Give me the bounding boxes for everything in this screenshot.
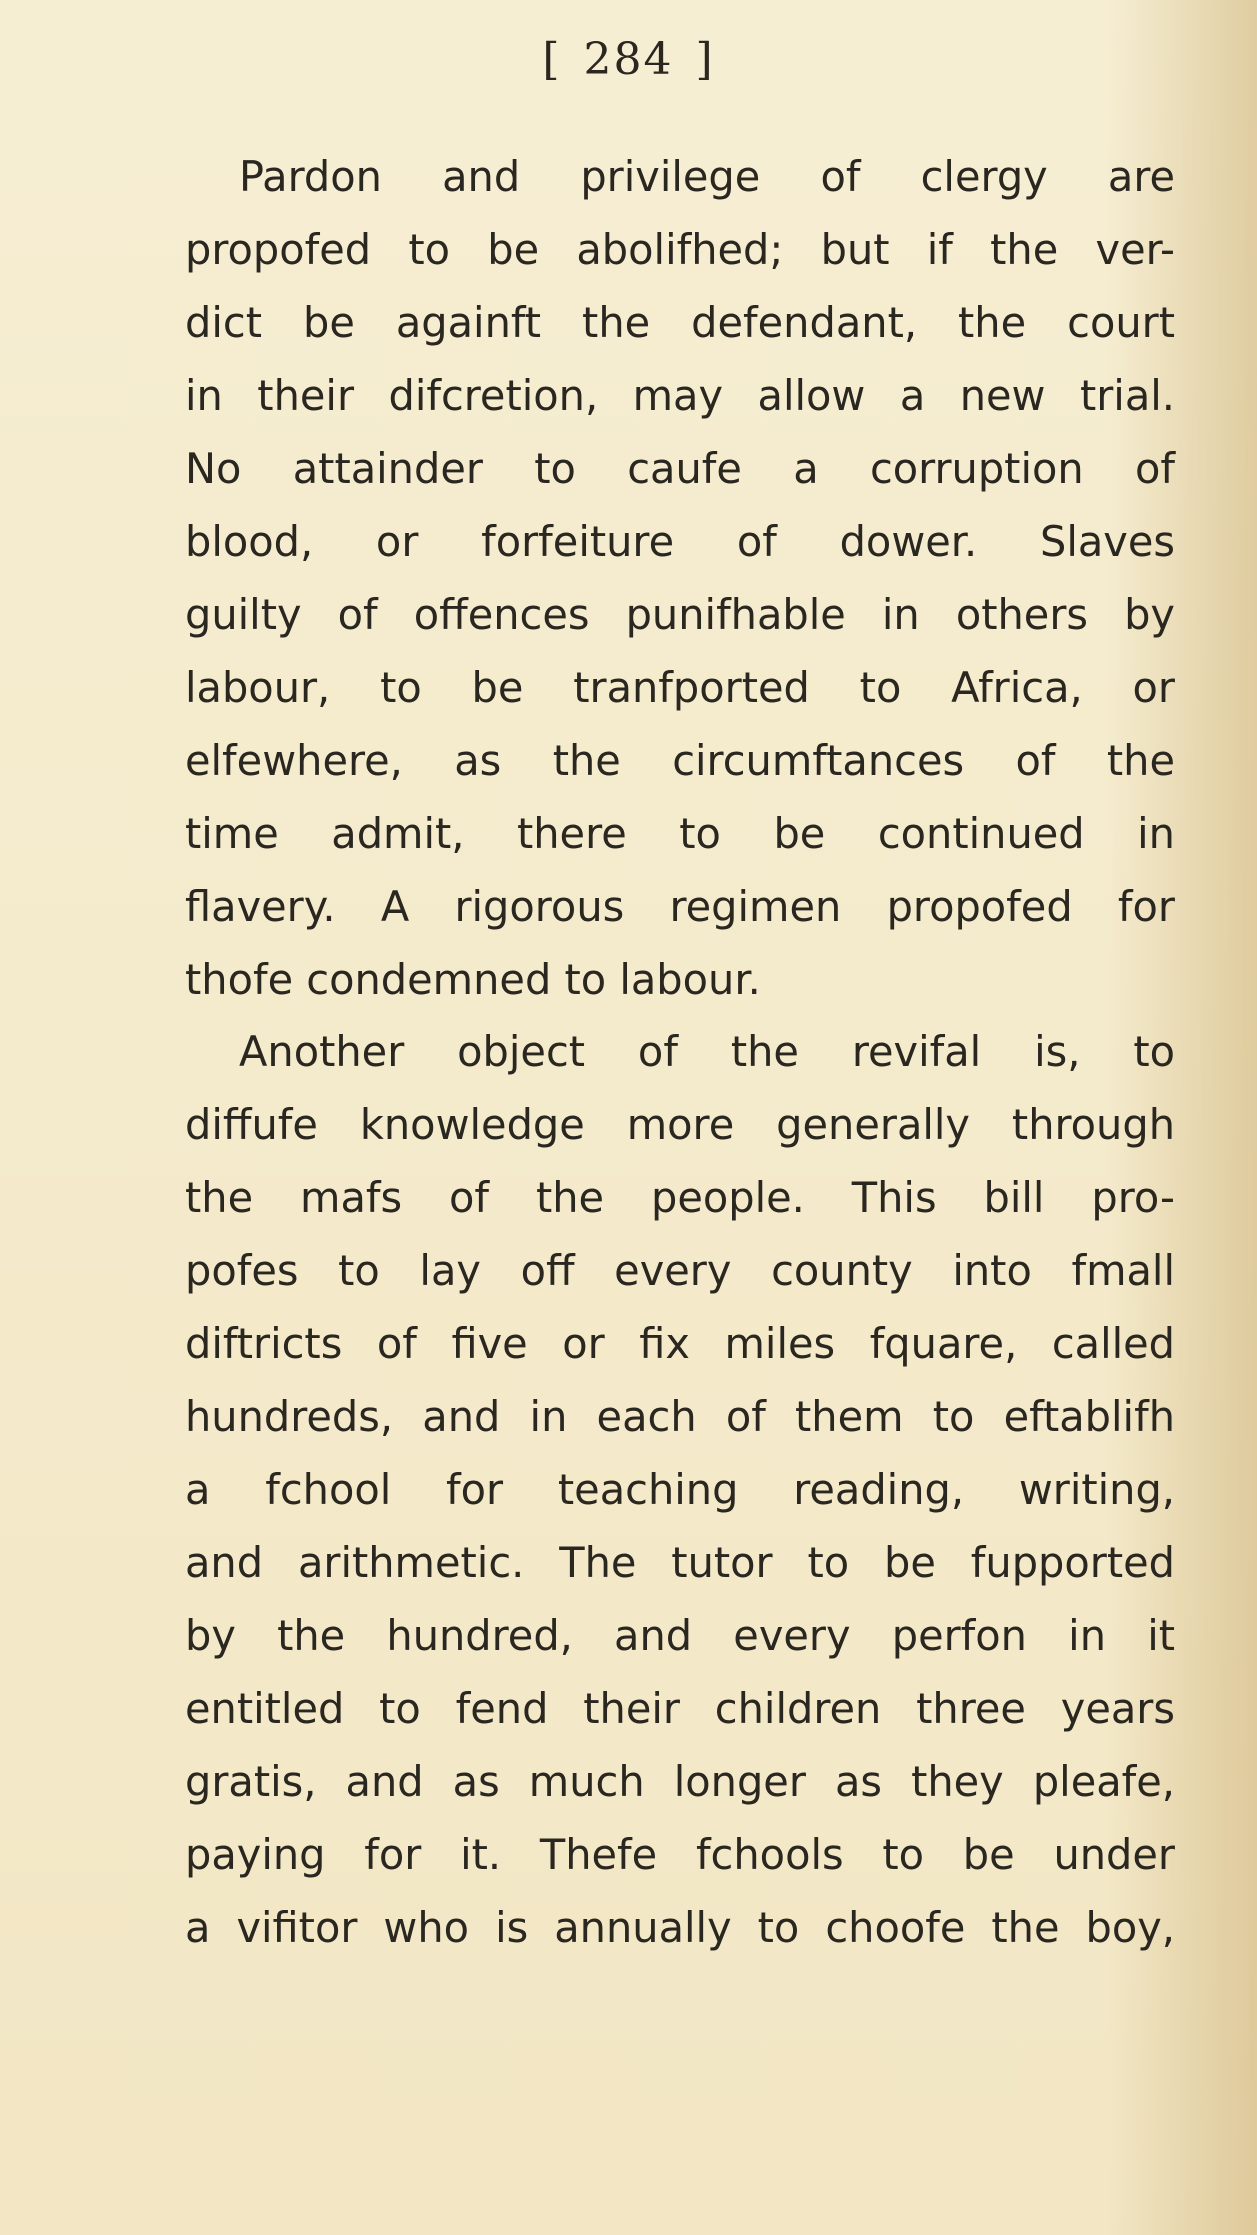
- folio-close-bracket: ]: [695, 34, 715, 85]
- text-line: guilty of offences punifhable in others by: [185, 590, 1175, 639]
- text-line: Another object of the revifal is, to: [239, 1027, 1175, 1076]
- text-line: gratis, and as much longer as they pleafe,: [185, 1757, 1175, 1806]
- page-number-header: [0, 34, 1257, 85]
- text-line: labour, to be tranfported to Africa, or: [185, 663, 1175, 712]
- paragraph-2: [185, 1015, 1175, 1964]
- text-line: a vifitor who is annually to choofe the boy,: [185, 1903, 1175, 1952]
- text-line: and arithmetic. The tutor to be fupported: [185, 1538, 1175, 1587]
- text-line: thofe condemned to labour.: [185, 955, 761, 1004]
- text-line: Pardon and privilege of clergy are: [239, 152, 1175, 201]
- text-line: diffufe knowledge more generally through: [185, 1100, 1175, 1149]
- text-line: elfewhere, as the circumftances of the: [185, 736, 1175, 785]
- text-line: dict be againft the defendant, the court: [185, 298, 1175, 347]
- text-line: by the hundred, and every perfon in it: [185, 1611, 1175, 1660]
- text-line: paying for it. Thefe fchools to be under: [185, 1830, 1175, 1879]
- paragraph-1: [185, 140, 1175, 1016]
- text-line: hundreds, and in each of them to eftablifh: [185, 1392, 1175, 1441]
- text-line: a fchool for teaching reading, writing,: [185, 1465, 1175, 1514]
- folio-open-bracket: [: [542, 34, 562, 85]
- text-line: in their difcretion, may allow a new trial.: [185, 371, 1175, 420]
- text-line: flavery. A rigorous regimen propofed for: [185, 882, 1175, 931]
- text-line: blood, or forfeiture of dower. Slaves: [185, 517, 1175, 566]
- text-line: entitled to fend their children three years: [185, 1684, 1175, 1733]
- text-line: the mafs of the people. This bill pro-: [185, 1173, 1175, 1222]
- text-line: propofed to be abolifhed; but if the ver-: [185, 225, 1175, 274]
- text-line: time admit, there to be continued in: [185, 809, 1175, 858]
- text-line: No attainder to caufe a corruption of: [185, 444, 1175, 493]
- text-line: diftricts of five or fix miles fquare, called: [185, 1319, 1175, 1368]
- folio-number: 284: [583, 34, 674, 85]
- text-line: pofes to lay off every county into fmall: [185, 1246, 1175, 1295]
